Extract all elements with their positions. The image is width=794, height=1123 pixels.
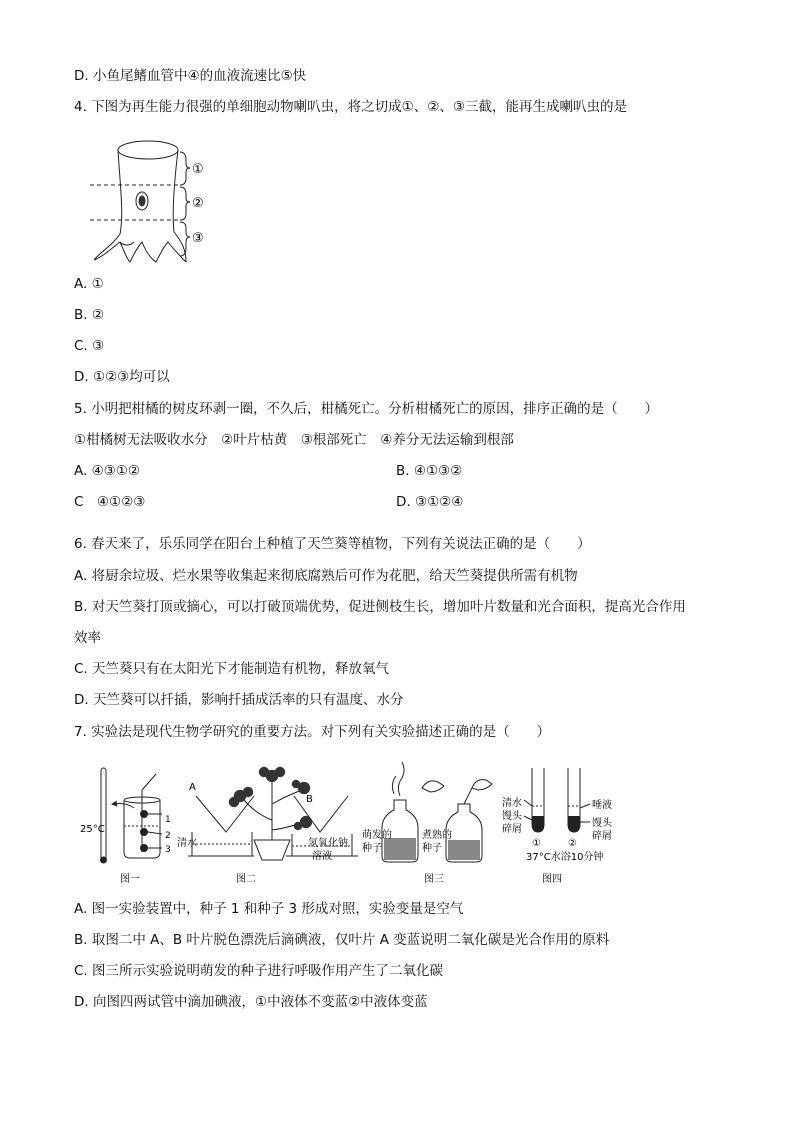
fig3-boiled-2: 种子 [422,843,442,854]
fig4-crumbs-1: 碎屑 [502,824,522,835]
fig3-germinating-2: 种子 [362,843,382,854]
fig1-temperature: 25°C [80,824,105,835]
fig2-caption: 图二 [236,874,256,885]
fig1-seed-2: 2 [165,831,171,841]
q5-option-a: A. ④③①② [74,463,140,479]
q5-items: ①柑橘树无法吸收水分 ②叶片枯黄 ③根部死亡 ④养分无法运输到根部 [74,432,514,448]
q7-option-d: D. 向图四两试管中滴加碘液，①中液体不变蓝②中液体变蓝 [74,994,428,1010]
q4-option-d: D. ①②③均可以 [74,369,170,385]
fig4-water-bath: 37°C水浴10分钟 [526,852,604,863]
q7-option-a: A. 图一实验装置中，种子 1 和种子 3 形成对照，实验变量是空气 [74,901,464,917]
q7-stem: 7. 实验法是现代生物学研究的重要方法。对下列有关实验描述正确的是（ ） [74,724,551,740]
fig4-caption: 图四 [542,874,562,885]
q6-option-d: D. 天竺葵可以扦插，影响扦插成活率的只有温度、水分 [74,692,404,708]
fig2-naoh-2: 溶液 [312,851,332,862]
q4-option-c: C. ③ [74,338,105,354]
fig4-tube-2: ② [568,838,577,849]
fig4-bread-1: 馒头 [502,811,522,822]
figure-1-seed-germination [101,768,163,863]
q7-option-b: B. 取图二中 A、B 叶片脱色漂洗后滴碘液，仅叶片 A 变蓝说明二氧化碳是光合作用的原料 [74,932,610,948]
fig4-crumbs-2: 碎屑 [592,831,612,842]
q6-option-b-line2: 效率 [74,630,101,646]
q6-option-c: C. 天竺葵只有在太阳光下才能制造有机物，释放氧气 [74,661,390,677]
q4-label-3: ③ [192,231,204,246]
q5-option-c: C ④①②③ [74,494,146,510]
fig4-bread-2: 馒头 [592,818,612,829]
q4-stem: 4. 下图为再生能力很强的单细胞动物喇叭虫，将之切成①、②、③三截，能再生成喇叭虫的是 [74,99,627,115]
fig4-water: 清水 [502,798,522,809]
fig4-saliva: 唾液 [592,800,612,811]
fig1-seed-3: 3 [165,845,171,855]
fig4-tube-1: ① [532,838,541,849]
q6-stem: 6. 春天来了，乐乐同学在阳台上种植了天竺葵等植物，下列有关说法正确的是（ ） [74,536,591,552]
q7-option-c: C. 图三所示实验说明萌发的种子进行呼吸作用产生了二氧化碳 [74,963,444,979]
trumpet-worm-figure [90,134,230,266]
q4-label-1: ① [192,162,204,177]
q7-experiment-figures [76,760,636,888]
fig2-label-a: A [189,782,196,793]
q5-stem: 5. 小明把柑橘的树皮环剥一圈，不久后，柑橘死亡。分析柑橘死亡的原因，排序正确的是（ ） [74,401,659,417]
q6-option-a: A. 将厨余垃圾、烂水果等收集起来彻底腐熟后可作为花肥，给天竺葵提供所需有机物 [74,568,578,584]
q3-option-d: D. 小鱼尾鳍血管中④的血液流速比⑤快 [74,68,307,84]
fig2-label-b: B [306,794,313,805]
q4-option-b: B. ② [74,307,104,323]
q6-option-b-line1: B. 对天竺葵打顶或摘心，可以打破顶端优势，促进侧枝生长，增加叶片数量和光合面积，提高光合作用 [74,599,686,615]
fig3-germinating-1: 萌发的 [362,830,392,841]
fig3-boiled-1: 煮熟的 [422,830,452,841]
q5-option-d: D. ③①②④ [396,494,464,510]
q4-option-a: A. ① [74,276,104,292]
fig3-caption: 图三 [424,874,444,885]
q4-label-2: ② [192,196,204,211]
fig1-seed-1: 1 [165,815,171,825]
fig2-water: 清水 [177,838,197,849]
fig1-caption: 图一 [120,874,140,885]
q5-option-b: B. ④①③② [396,463,463,479]
fig2-naoh-1: 氢氧化钠 [308,838,348,849]
